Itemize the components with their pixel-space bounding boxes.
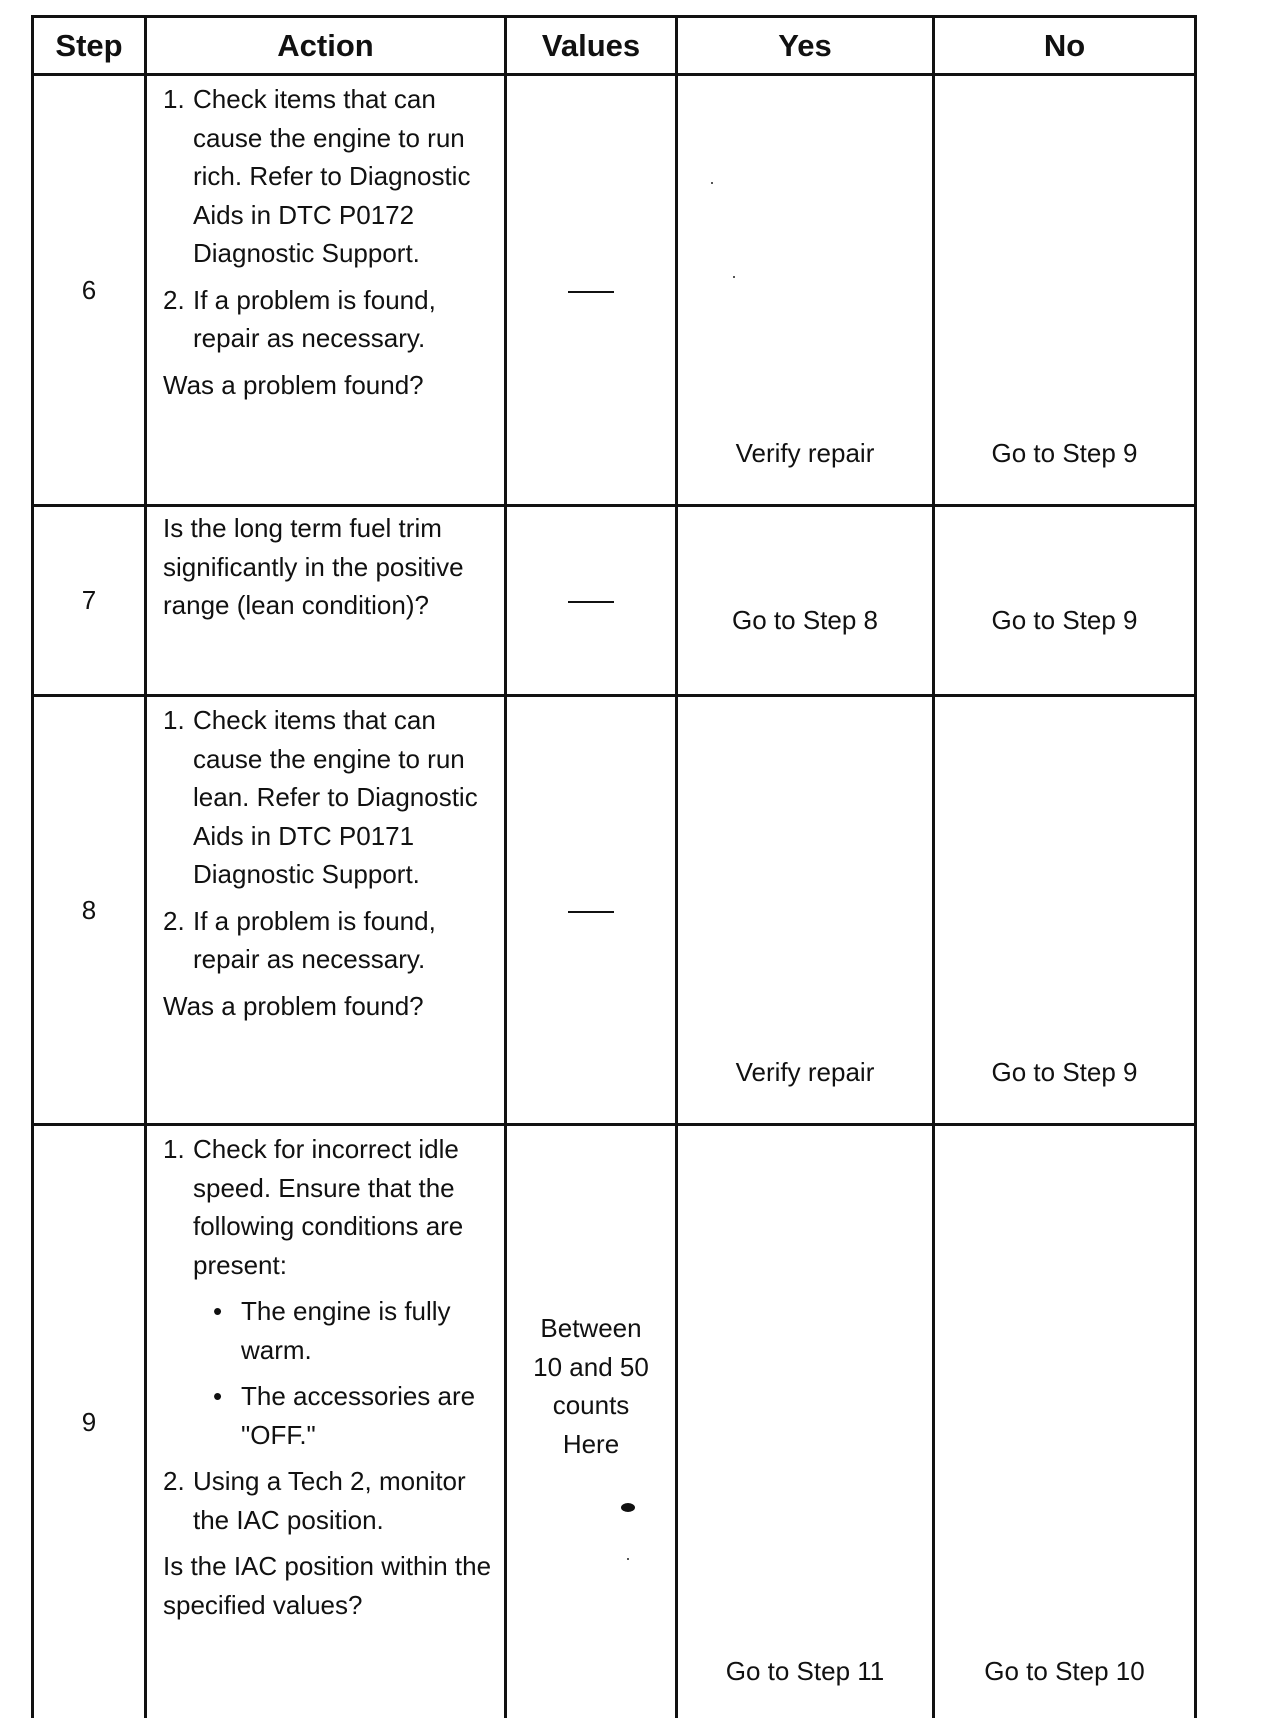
condition-item: • The accessories are "OFF.": [213, 1377, 494, 1454]
values-dash: [568, 911, 614, 913]
scan-speck: [733, 276, 735, 278]
values-line: Here: [507, 1425, 675, 1464]
action-question: Was a problem found?: [163, 987, 494, 1026]
condition-list: [213, 1292, 494, 1454]
yes-cell: Go to Step 11: [677, 1125, 934, 1718]
step-number: 6: [33, 75, 146, 506]
values-cell: [506, 506, 677, 696]
condition-item: • The engine is fully warm.: [213, 1292, 494, 1369]
values-line: counts: [507, 1386, 675, 1425]
yes-cell: Verify repair: [677, 696, 934, 1125]
condition-text: The engine is fully warm.: [241, 1296, 451, 1365]
action-question: Is the long term fuel trim significantly in the positive range (lean condition)?: [163, 509, 494, 625]
action-steps: [163, 701, 494, 979]
action-step: 1. Check for incorrect idle speed. Ensure that the following conditions are present: • The engine is fully warm. • The accessories are "OFF.": [163, 1130, 494, 1454]
table-row: [33, 696, 1196, 1125]
action-step-text: Using a Tech 2, monitor the IAC position.: [193, 1466, 466, 1535]
step-number: 8: [33, 696, 146, 1125]
action-step: 1. Check items that can cause the engine to run rich. Refer to Diagnostic Aids in DTC P0172 Diagnostic Support.: [163, 80, 494, 273]
values-dash: [568, 601, 614, 603]
scan-speck: [711, 182, 713, 184]
table-header-row: [33, 17, 1196, 75]
step-number: 9: [33, 1125, 146, 1718]
header-no: No: [934, 17, 1196, 75]
condition-text: The accessories are "OFF.": [241, 1381, 475, 1450]
action-steps: [163, 1130, 494, 1539]
diagnostic-table: [31, 15, 1197, 1718]
ink-blot: [621, 1503, 635, 1512]
diagnostic-sheet: [31, 15, 1203, 1560]
table-row: [33, 75, 1196, 506]
values-dash: [568, 291, 614, 293]
scan-speck: [627, 1558, 629, 1560]
no-cell: Go to Step 10: [934, 1125, 1196, 1718]
yes-cell: Go to Step 8: [677, 506, 934, 696]
values-line: 10 and 50: [507, 1348, 675, 1387]
action-question: Is the IAC position within the specified values?: [163, 1547, 494, 1624]
no-cell: Go to Step 9: [934, 696, 1196, 1125]
values-cell: [506, 75, 677, 506]
action-step-text: Check items that can cause the engine to run rich. Refer to Diagnostic Aids in DTC P0172 Diagnostic Support.: [193, 84, 470, 268]
no-cell: Go to Step 9: [934, 75, 1196, 506]
step-number: 7: [33, 506, 146, 696]
action-step-text: Check items that can cause the engine to run lean. Refer to Diagnostic Aids in DTC P0171 Diagnostic Support.: [193, 705, 478, 889]
table-row: [33, 506, 1196, 696]
action-question: Was a problem found?: [163, 366, 494, 405]
yes-cell: Verify repair: [677, 75, 934, 506]
action-step-text: If a problem is found, repair as necessary.: [193, 285, 436, 354]
table-row: [33, 1125, 1196, 1718]
action-step-text: If a problem is found, repair as necessary.: [193, 906, 436, 975]
action-step: 1. Check items that can cause the engine to run lean. Refer to Diagnostic Aids in DTC P0171 Diagnostic Support.: [163, 701, 494, 894]
action-cell: [146, 1125, 506, 1718]
header-step: Step: [33, 17, 146, 75]
action-step: 2. Using a Tech 2, monitor the IAC position.: [163, 1462, 494, 1539]
header-values: Values: [506, 17, 677, 75]
values-line: Between: [507, 1309, 675, 1348]
action-step: 2. If a problem is found, repair as necessary.: [163, 902, 494, 979]
header-action: Action: [146, 17, 506, 75]
action-cell: [146, 75, 506, 506]
action-cell: [146, 506, 506, 696]
action-step-text: Check for incorrect idle speed. Ensure that the following conditions are present:: [193, 1134, 463, 1280]
action-cell: [146, 696, 506, 1125]
no-cell: Go to Step 9: [934, 506, 1196, 696]
header-yes: Yes: [677, 17, 934, 75]
values-cell: [506, 1125, 677, 1718]
action-step: 2. If a problem is found, repair as necessary.: [163, 281, 494, 358]
action-steps: [163, 80, 494, 358]
values-cell: [506, 696, 677, 1125]
